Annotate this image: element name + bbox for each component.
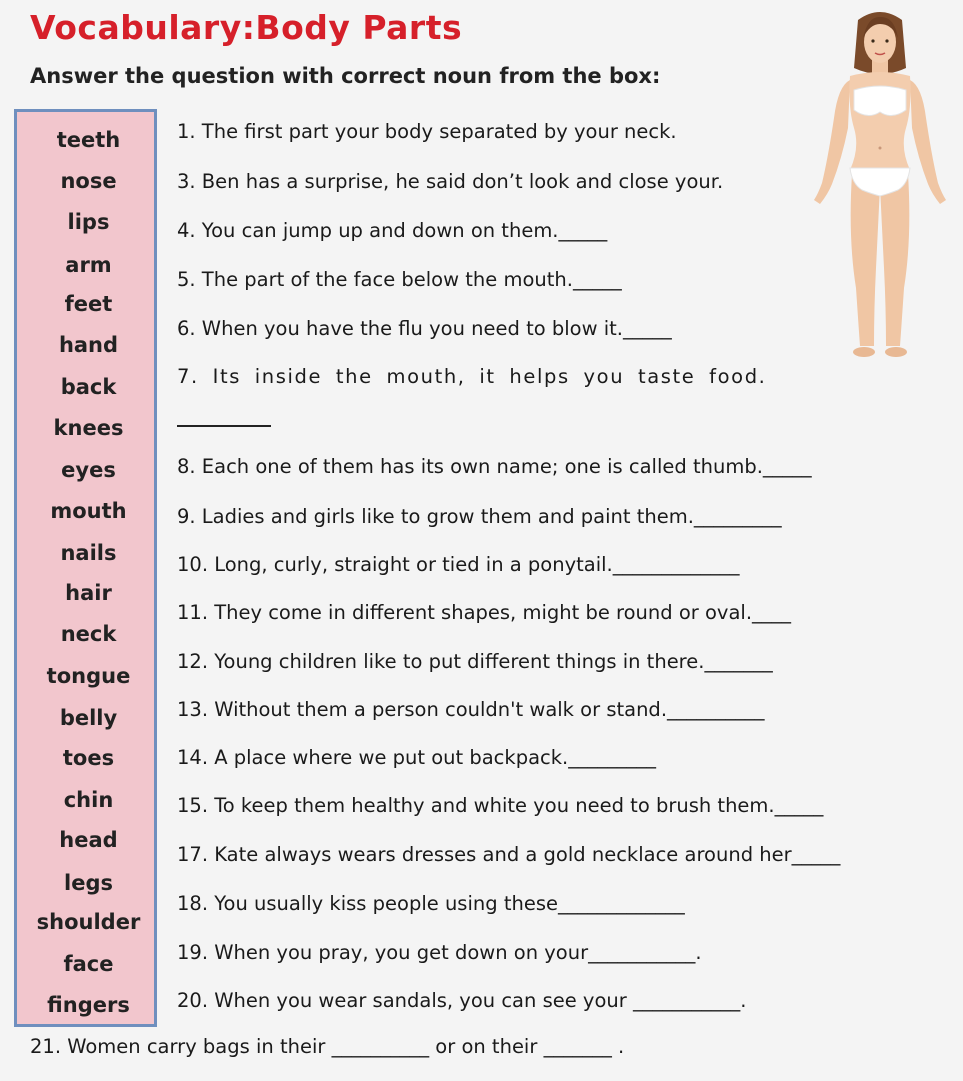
word-item: neck — [60, 622, 117, 646]
question-5: 5. The part of the face below the mouth._____ — [177, 268, 622, 291]
word-item: hand — [58, 333, 119, 357]
question-14: 14. A place where we put out backpack._________ — [177, 746, 656, 769]
word-item: toes — [62, 746, 115, 770]
question-8: 8. Each one of them has its own name; one is called thumb._____ — [177, 455, 812, 478]
word-item: teeth — [56, 128, 121, 152]
word-item: knees — [53, 416, 124, 440]
question-20: 20. When you wear sandals, you can see your ___________. — [177, 989, 747, 1012]
question-12: 12. Young children like to put different things in there._______ — [177, 650, 773, 673]
word-box — [14, 109, 157, 1027]
word-item: legs — [64, 871, 113, 895]
worksheet-title: Vocabulary:Body Parts — [30, 8, 463, 47]
body-figure-illustration — [808, 8, 952, 360]
word-item: tongue — [46, 664, 131, 688]
question-19: 19. When you pray, you get down on your___________. — [177, 941, 702, 964]
instruction-text: Answer the question with correct noun from the box: — [30, 64, 661, 88]
question-13: 13. Without them a person couldn't walk or stand.__________ — [177, 698, 765, 721]
word-item: back — [60, 375, 117, 399]
question-1: 1. The first part your body separated by your neck. — [177, 120, 677, 143]
word-item: chin — [63, 788, 114, 812]
question-3: 3. Ben has a surprise, he said don’t look and close your. — [177, 170, 724, 193]
question-17: 17. Kate always wears dresses and a gold necklace around her_____ — [177, 843, 841, 866]
question-18: 18. You usually kiss people using these_____________ — [177, 892, 685, 915]
question-11: 11. They come in different shapes, might be round or oval.____ — [177, 601, 792, 624]
question-15: 15. To keep them healthy and white you need to brush them._____ — [177, 794, 824, 817]
answer-blank-7 — [177, 425, 271, 427]
word-item: face — [63, 952, 114, 976]
question-10: 10. Long, curly, straight or tied in a ponytail._____________ — [177, 553, 740, 576]
question-9: 9. Ladies and girls like to grow them and paint them._________ — [177, 505, 782, 528]
word-item: shoulder — [36, 910, 141, 934]
question-7: 7. Its inside the mouth, it helps you taste food. — [177, 365, 767, 388]
word-item: eyes — [61, 458, 116, 482]
word-item: head — [59, 828, 118, 852]
question-6: 6. When you have the flu you need to blow it._____ — [177, 317, 672, 340]
word-item: fingers — [47, 993, 130, 1017]
question-4: 4. You can jump up and down on them._____ — [177, 219, 608, 242]
word-item: arm — [65, 253, 112, 277]
word-item: nails — [60, 541, 117, 565]
word-item: belly — [59, 706, 118, 730]
word-item: mouth — [50, 499, 127, 523]
word-item: feet — [64, 292, 113, 316]
word-item: nose — [60, 169, 117, 193]
word-item: hair — [65, 581, 112, 605]
word-item: lips — [67, 210, 110, 234]
question-21: 21. Women carry bags in their __________ or on their _______ . — [30, 1035, 625, 1058]
